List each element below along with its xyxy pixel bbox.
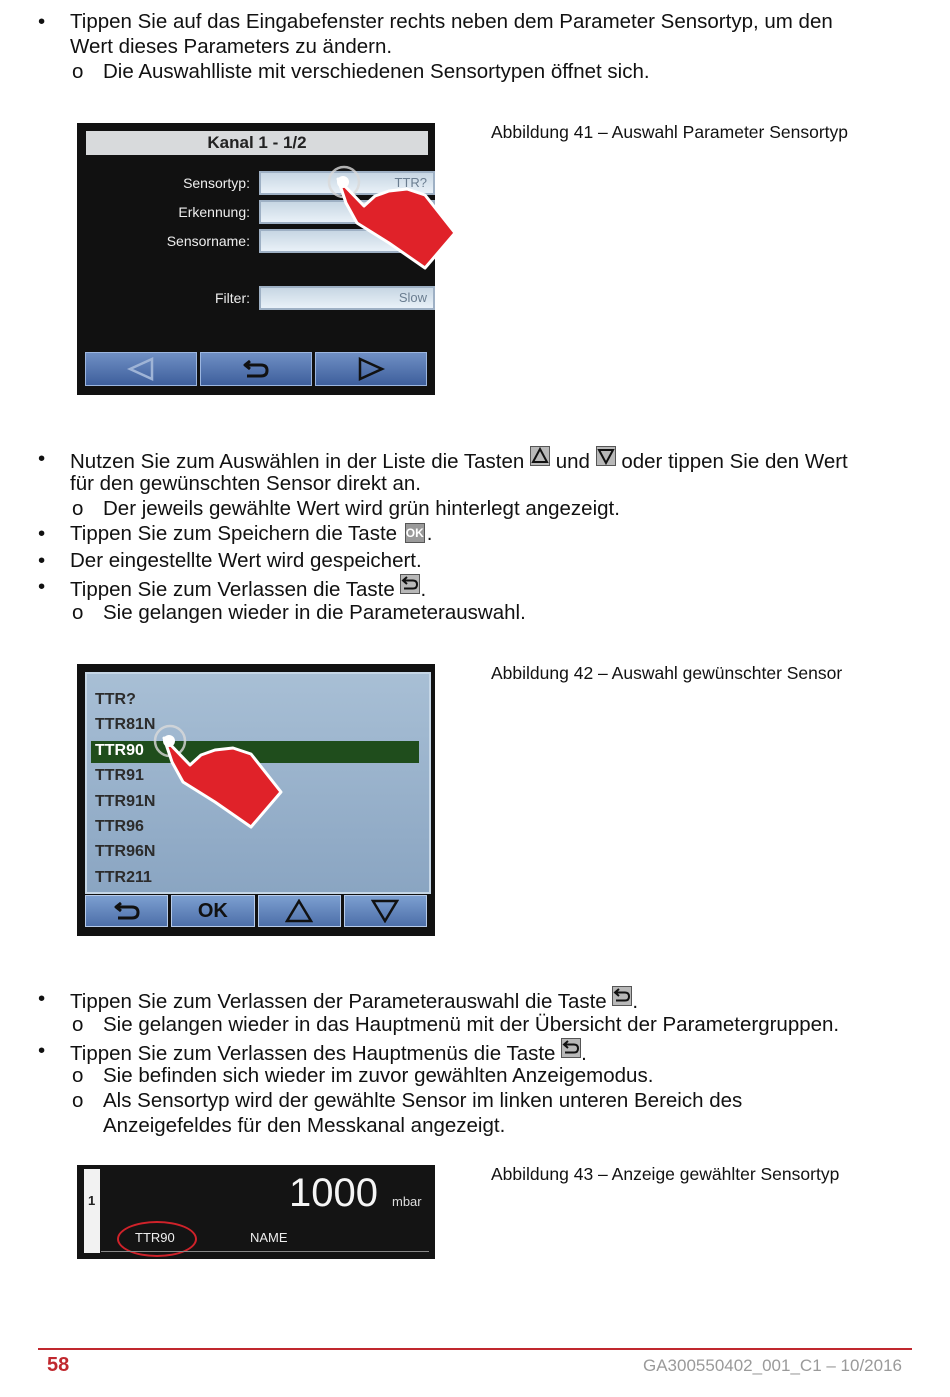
- sub-bullet: o: [72, 1013, 84, 1036]
- button-bar: [85, 895, 427, 927]
- back-button[interactable]: [200, 352, 312, 386]
- instruction-text: Wert dieses Parameters zu ändern.: [70, 35, 393, 58]
- back-key-icon: [561, 1038, 581, 1058]
- sub-bullet: o: [72, 1064, 84, 1087]
- figure-caption: Abbildung 41 – Auswahl Parameter Sensortyp: [491, 122, 849, 142]
- bullet: •: [38, 447, 46, 470]
- list-item[interactable]: TTR211: [95, 869, 152, 886]
- instruction-text: Nutzen Sie zum Auswählen in der Liste die Tasten und oder tippen Sie den Wert: [70, 446, 848, 474]
- field-label: Filter:: [215, 290, 250, 306]
- figure-42-screen: [77, 664, 435, 936]
- list-item[interactable]: TTR91: [95, 767, 144, 784]
- channel-strip: [84, 1169, 100, 1253]
- screen-title: Kanal 1 - 1/2: [86, 131, 428, 155]
- divider: [101, 1251, 429, 1252]
- sub-instruction-text: Als Sensortyp wird der gewählte Sensor im linken unteren Bereich des: [103, 1089, 743, 1112]
- figure-caption: Abbildung 43 – Anzeige gewählter Sensortyp: [491, 1164, 840, 1184]
- sub-instruction-text: Die Auswahlliste mit verschiedenen Sensortypen öffnet sich.: [103, 60, 650, 83]
- back-icon: [113, 900, 141, 922]
- prev-button[interactable]: [85, 352, 197, 386]
- sub-instruction-text: Anzeigefeldes für den Messkanal angezeigt.: [103, 1114, 506, 1137]
- instruction-text: für den gewünschten Sensor direkt an.: [70, 472, 421, 495]
- list-item[interactable]: TTR96N: [95, 843, 156, 860]
- ok-button[interactable]: OK: [171, 895, 254, 927]
- instruction-text: Tippen Sie zum Verlassen des Hauptmenüs die Taste .: [70, 1038, 587, 1066]
- next-button[interactable]: [315, 352, 427, 386]
- sub-instruction-text: Der jeweils gewählte Wert wird grün hinterlegt angezeigt.: [103, 497, 620, 520]
- sensortype-field[interactable]: TTR?: [259, 171, 435, 195]
- bullet: •: [38, 987, 46, 1010]
- sub-instruction-text: Sie gelangen wieder in die Parameterauswahl.: [103, 601, 526, 624]
- figure-41-screen: [77, 123, 435, 395]
- up-button[interactable]: [258, 895, 341, 927]
- field-label: Erkennung:: [178, 204, 250, 220]
- sensor-name-label: NAME: [250, 1230, 288, 1245]
- hand-pointer-icon: [153, 722, 288, 832]
- instruction-text: Tippen Sie zum Verlassen der Parameterauswahl die Taste .: [70, 986, 638, 1014]
- left-arrow-icon: [126, 357, 156, 381]
- instruction-text: Tippen Sie zum Verlassen die Taste .: [70, 574, 426, 602]
- sensor-type-label: TTR90: [135, 1230, 175, 1245]
- right-arrow-icon: [356, 357, 386, 381]
- field-label: Sensortyp:: [183, 175, 250, 191]
- sub-bullet: o: [72, 1089, 84, 1112]
- channel-number: 1: [88, 1193, 96, 1208]
- hand-pointer-icon: [327, 163, 462, 273]
- instruction-text: Der eingestellte Wert wird gespeichert.: [70, 549, 422, 572]
- down-key-icon: [596, 446, 616, 466]
- measured-value: 1000: [289, 1171, 378, 1215]
- document-id: GA300550402_001_C1 – 10/2016: [642, 1356, 902, 1375]
- bullet: •: [38, 549, 46, 572]
- sub-bullet: o: [72, 60, 84, 83]
- bullet: •: [38, 522, 46, 545]
- bullet: •: [38, 575, 46, 598]
- bullet: •: [38, 1039, 46, 1062]
- bullet: •: [38, 10, 46, 33]
- nav-bar: [85, 352, 427, 386]
- down-button[interactable]: [344, 895, 427, 927]
- back-key-icon: [400, 574, 420, 594]
- back-key-icon: [612, 986, 632, 1006]
- page-number: 58: [47, 1354, 70, 1376]
- sub-instruction-text: Sie gelangen wieder in das Hauptmenü mit der Übersicht der Parametergruppen.: [103, 1013, 840, 1036]
- figure-caption: Abbildung 42 – Auswahl gewünschter Sensor: [491, 663, 843, 683]
- field-label: Sensorname:: [166, 233, 250, 249]
- filter-field[interactable]: Slow: [259, 286, 435, 310]
- instruction-text: Tippen Sie zum Speichern die Taste OK .: [70, 522, 433, 545]
- back-button[interactable]: [85, 895, 168, 927]
- back-icon: [242, 358, 270, 380]
- unit-label: mbar: [392, 1194, 422, 1209]
- footer-rule: [38, 1348, 912, 1350]
- list-item[interactable]: TTR96: [95, 818, 144, 835]
- list-item-selected[interactable]: TTR90: [95, 742, 144, 759]
- ok-key-icon: OK: [405, 523, 425, 543]
- sub-bullet: o: [72, 601, 84, 624]
- up-key-icon: [530, 446, 550, 466]
- down-triangle-icon: [371, 899, 399, 923]
- sub-instruction-text: Sie befinden sich wieder im zuvor gewählten Anzeigemodus.: [103, 1064, 654, 1087]
- sub-bullet: o: [72, 497, 84, 520]
- list-item[interactable]: TTR91N: [95, 793, 156, 810]
- up-triangle-icon: [285, 899, 313, 923]
- list-item[interactable]: TTR?: [95, 691, 136, 708]
- instruction-text: Tippen Sie auf das Eingabefenster rechts neben dem Parameter Sensortyp, um den: [70, 10, 833, 33]
- figure-43-screen: [77, 1165, 435, 1259]
- list-item[interactable]: TTR81N: [95, 716, 156, 733]
